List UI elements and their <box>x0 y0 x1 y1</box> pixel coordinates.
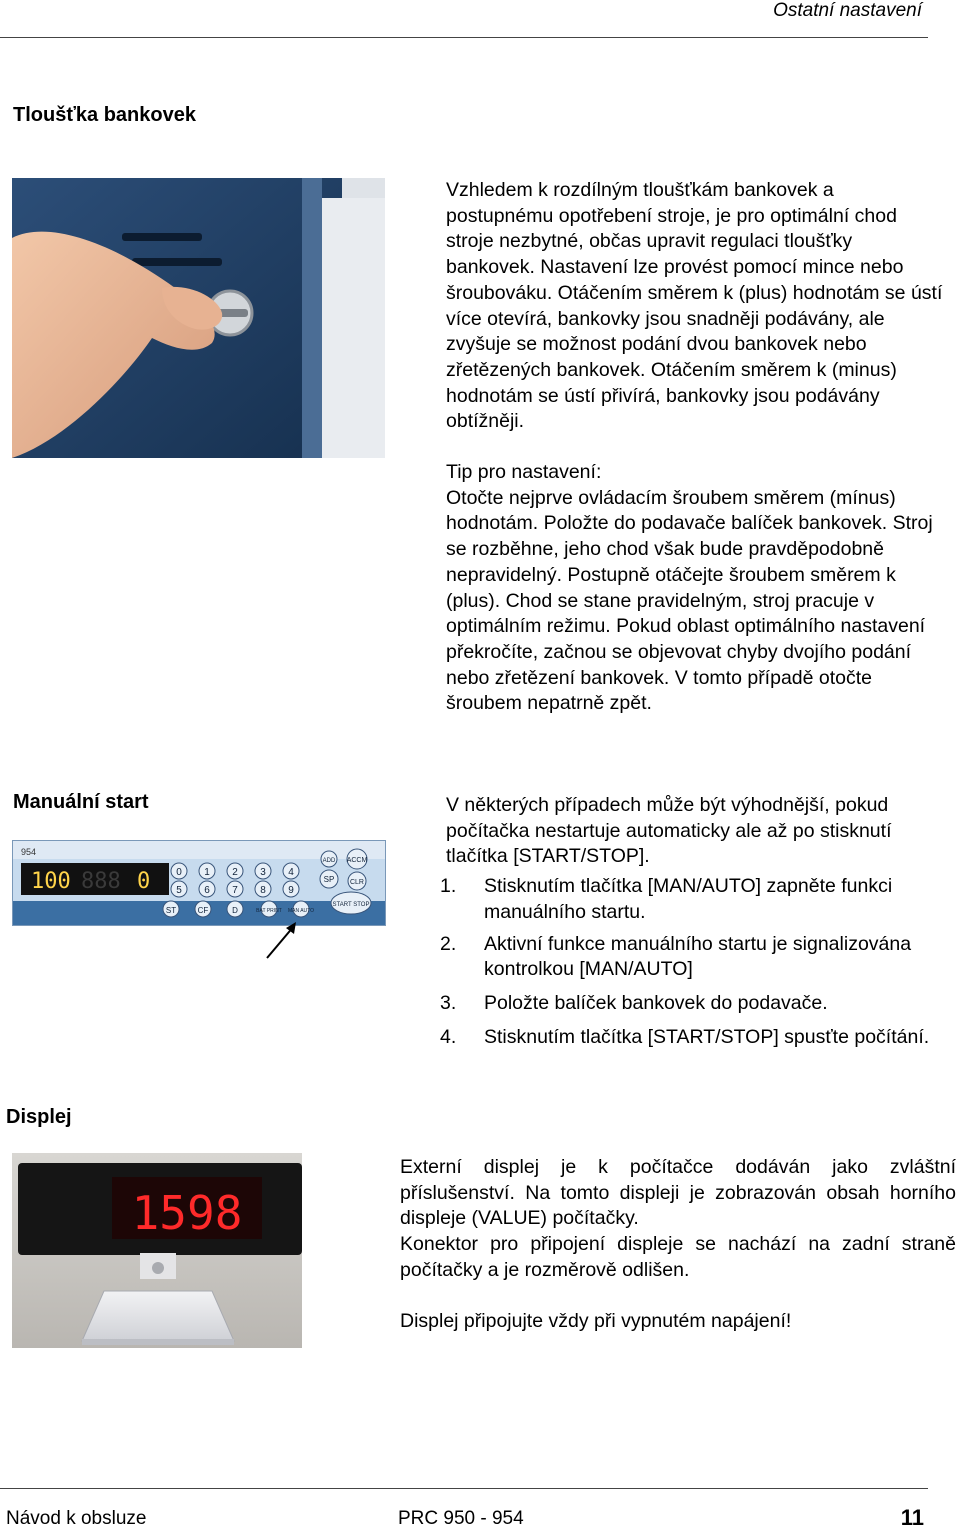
key-9: 9 <box>288 885 294 896</box>
manual-intro: V některých případech může být výhodnější, pokud počítačka nestartuje automaticky ale až po stisknutí tlačítka [START/STOP]. <box>446 794 892 868</box>
display-text <box>400 1155 956 1334</box>
section-heading-display: Displej <box>6 1106 72 1128</box>
key-st: ST <box>165 906 177 915</box>
key-5: 5 <box>176 885 182 896</box>
step-text: Aktivní funkce manuálního startu je signalizována kontrolkou [MAN/AUTO] <box>484 932 912 981</box>
section-heading-thickness: Tloušťka bankovek <box>13 104 196 126</box>
arrow-pointer-icon <box>262 920 302 962</box>
key-start-stop: START STOP <box>332 902 370 908</box>
step-text: Položte balíček bankovek do podavače. <box>484 991 828 1014</box>
key-bat-print: BAT PRINT <box>256 908 282 914</box>
key-2: 2 <box>232 867 238 878</box>
manual-start-text <box>440 793 956 1050</box>
tip-heading: Tip pro nastavení: <box>446 461 602 484</box>
manual-step <box>440 991 956 1017</box>
running-header: Ostatní nastavení <box>773 0 922 21</box>
header-rule <box>0 37 928 38</box>
display-note: Displej připojujte vždy při vypnutém napájení! <box>400 1309 792 1332</box>
manual-step <box>440 874 956 925</box>
step-number: 4. <box>440 1025 457 1048</box>
key-3: 3 <box>260 867 266 878</box>
key-sp: SP <box>323 875 335 884</box>
manual-step <box>440 1025 956 1051</box>
key-accm: ACCM <box>346 857 368 864</box>
footer-rule <box>0 1488 928 1489</box>
footer-manual-label: Návod k obsluze <box>6 1508 147 1529</box>
step-text: Stisknutím tlačítka [MAN/AUTO] zapněte funkci manuálního startu. <box>484 875 893 923</box>
manual-step <box>440 932 956 983</box>
key-6: 6 <box>204 885 210 896</box>
thickness-description-text: Vzhledem k rozdílným tloušťkám bankovek a postupnému opotřebení stroje, je pro optimální chod stroje nezbytné, občas upravit regulaci tloušťky bankovek. Nastavení lze provést pomocí mince nebo šroubováku. Otáčením směrem k (plus) hodnotám se ústí více otevírá, bankovky jsou snadněji podávány, ale zvyšuje se možnost podání dvou bankovek nebo zřetězených bankovek. Otáčením směrem k (minus) hodnotám se ústí přivírá, bankovky jsou podávány obtížněji. <box>446 179 943 433</box>
step-number: 3. <box>440 991 457 1014</box>
step-text: Stisknutím tlačítka [START/STOP] spusťte počítání. <box>484 1025 930 1048</box>
display-text-1: Externí displej je k počítačce dodáván jako zvláštní příslušenství. Na tomto displeji je zobrazován obsah horního displeje (VALUE) počítačky. <box>400 1156 956 1230</box>
footer-model: PRC 950 - 954 <box>398 1508 524 1529</box>
section-heading-manual-start: Manuální start <box>13 791 149 813</box>
key-8: 8 <box>260 885 266 896</box>
page-number: 11 <box>900 1505 924 1530</box>
thickness-description <box>446 178 946 717</box>
display-text-2: Konektor pro připojení displeje se nachází na zadní straně počítačky a je rozměrově odlišen. <box>400 1233 956 1281</box>
key-0: 0 <box>176 867 182 878</box>
hand-adjusting-screw-photo <box>12 178 385 458</box>
key-add: ADD <box>322 858 336 864</box>
key-d: D <box>232 906 238 915</box>
panel-display-value: 100 <box>31 869 71 894</box>
key-man-auto: MAN AUTO <box>287 908 315 914</box>
key-cf: CF <box>197 906 209 915</box>
panel-display-last: 0 <box>137 869 151 894</box>
key-7: 7 <box>232 885 238 896</box>
key-1: 1 <box>204 867 210 878</box>
led-value: 1598 <box>131 1186 243 1240</box>
external-display-photo <box>12 1153 302 1348</box>
step-number: 2. <box>440 932 457 955</box>
key-clr: CLR <box>349 879 365 886</box>
step-number: 1. <box>440 875 457 898</box>
svg-text:888: 888 <box>81 869 121 894</box>
control-panel-photo <box>12 840 386 926</box>
key-4: 4 <box>288 867 294 878</box>
panel-model-label: 954 <box>21 847 37 857</box>
tip-text: Otočte nejprve ovládacím šroubem směrem (mínus) hodnotám. Položte do podavače balíček bankovek. Stroj se rozběhne, jeho chod však bude pravděpodobně nepravidelný. Postupně otáčejte šroubem směrem k (plus). Chod se stane pravidelným, stroj pracuje v optimálním režimu. Pokud oblast optimálního nastavení překročíte, začnou se objevovat chyby dvojího podání nebo zřetězení bankovek. V tomto případě otočte šroubem nepatrně zpět. <box>446 486 933 715</box>
manual-steps-list <box>440 874 956 1050</box>
